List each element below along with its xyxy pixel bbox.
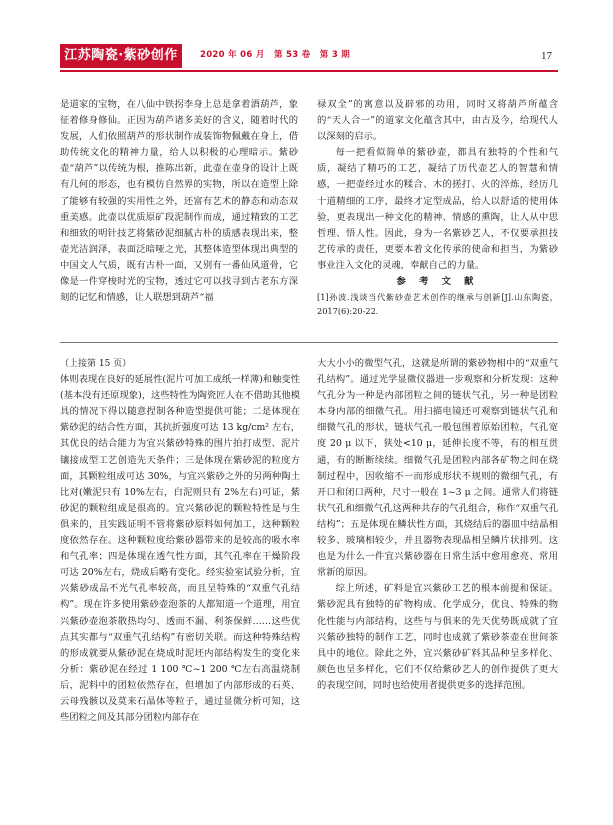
top-right-paragraph-1: 禄双全”的寓意以及辟邪的功用，同时又将葫芦所蕴含的“天人合一”的道家文化蕴含其中，由古及今，给现代人以深刻的启示。: [317, 99, 558, 143]
section-divider: [60, 342, 558, 343]
issue-info: [200, 48, 356, 60]
bottom-left-column: [60, 356, 300, 726]
issue-number: 第 3 期: [319, 50, 351, 60]
reference-item: [1]孙波.浅谈当代紫砂壶艺术创作的继承与创新[J].山东陶瓷，2017(6):20-22.: [317, 292, 558, 317]
issue-year: 2020 年 06 月: [200, 50, 265, 60]
bottom-left-paragraph: 体则表现在良好的延展性(泥片可加工成纸一样薄)和触变性(基本没有还原现象)，这些特性为陶瓷匠人在不借助其他模具的情况下得以随意捏制各种造型提供可能；二是体现在紫砂泥的结合性方面，其抗折强度可达 13 kg/cm² 左右，其优良的结合能力为宜兴紫砂特殊的围片拍打成型、泥片镶接成型工艺创造先天条件；三是体现在紫砂泥的粒度方面，其颗粒组成可达 30%，与宜兴紫砂之外的另两种陶土比对(嫩泥只有 10%左右，白泥则只有 2%左右)可证，紫砂泥的颗粒组成是很高的。宜兴紫砂泥的颗粒特性是与生俱来的，且实践证明不管将紫砂原料如何加工，这种颗粒度依然存在。这种颗粒度给紫砂器带来的是较高的吸水率和气孔率；四是体现在透气性方面，其气孔率在干燥阶段可达 20%左右，烧成后略有变化。经实验室试验分析，宜兴紫砂成品不光气孔率较高，而且呈特殊的“双重气孔结构”。现在许多使用紫砂壶泡茶的人都知道一个道理，用宜兴紫砂壶泡茶散热均匀、透而不漏、利茶保鲜……这些优点其实都与“双重气孔结构”有密切关联。而这种特殊结构的形成就要从紫砂泥在烧成时泥坯内部结构发生的变化来分析：紫砂泥在经过 1 100 ℃~1 200 ℃左右高温烧制后，泥料中的团粒依然存在，但增加了内部形成的石英、云母残骸以及莫来石晶体等粒子，通过显微分析可知，这些团粒之间及其部分团粒内部存在: [60, 374, 300, 724]
top-right-column: [317, 97, 558, 318]
top-left-column: [60, 97, 298, 306]
journal-brand: 江苏陶瓷·紫砂创作: [60, 44, 182, 68]
header-rule: [60, 70, 558, 72]
continued-note: （上接第 15 页）: [60, 359, 132, 369]
page-header: [60, 44, 558, 68]
bottom-right-column: [317, 356, 558, 694]
issue-volume: 第 53 卷: [273, 50, 311, 60]
top-left-paragraph: 是道家的宝物，在八仙中铁拐李身上总是拿着酒葫芦，象征着修身修仙。正因为葫芦诸多美好的含义，随着时代的发展，人们依照葫芦的形状制作成装饰物佩戴在身上，借助传统文化的精神力量，给人以积极的心理暗示。紫砂壶“葫芦”以传统为根，推陈出新，此壶在壶身的设计上既有几何的形态，也有模仿自然界的实物，所以在造型上除了能够有较强的实用性之外，还富有艺术的静态和动态双重美感。此壶以优质原矿段泥制作而成，通过精致的工艺和细致的明针技艺将紫砂泥细腻古朴的质感表现出来，整壶光洁润泽，表面泛暗哑之光，其整体造型体现出典型的中国文人气质，既有古朴一面，又别有一番仙风道骨，它像是一件穿梭时光的宝物，透过它可以找寻到古老东方深刻的记忆和情感，让人联想到葫芦“福: [60, 99, 298, 304]
bottom-right-paragraph-1: 大大小小的微型气孔，这就是所谓的紫砂物相中的“双重气孔结构”。通过光学显微仪器进一步观察和分析发现：这种气孔分为一种是内部团粒之间的链状气孔，另一种是团粒本身内部的细微气孔。用扫描电镜还可观察到链状气孔和细微气孔的形状，链状气孔一般包围着原始团粒，气孔宽度 20 μ 以下，狭处<10 μ，延伸长度不等，有的相互贯通，有的断断续续。细微气孔是团粒内部各矿物之间在烧制过程中，因收缩不一而形成形状不规则的微细气孔，有开口和闭口两种，尺寸一般在 1~3 μ 之间。通常人们将链状气孔和细微气孔这两种共存的气孔组合，称作“双重气孔结构”；五是体现在鳞状性方面，其烧结后的器皿中结晶相较多、玻璃相较少，并且器物表现晶相呈鳞片状排列。这也是为什么一件宜兴紫砂器在日常生活中愈用愈亮、常用常新的原因。: [317, 358, 558, 579]
page-number: 17: [541, 50, 552, 62]
top-right-paragraph-2: 每一把看似简单的紫砂壶，都具有独特的个性和气质，凝结了精巧的工艺，凝结了历代壶艺人的智慧和情感，一把壶经过水的糅合、木的搓打、火的淬炼，经历几十道精细的工序，最终才定型成品，给人以舒适的使用体验，更表现出一种文化的精神、情感的熏陶，让人从中思哲理、悟人性。因此，身为一名紫砂艺人，不仅要承担技艺传承的责任，更要本着文化传承的使命和担当，为紫砂事业注入文化的灵魂，奉献自己的力量。: [317, 147, 558, 271]
bottom-right-paragraph-2: 综上所述，矿料是宜兴紫砂工艺的根本前提和保证。紫砂泥具有独特的矿物构成、化学成分，优良、特殊的物化性能与内部结构，这些与与俱来的先天优势既成就了宜兴紫砂独特的制作工艺，同时也成就了紫砂茶壶在世间茶具中的地位。除此之外，宜兴紫砂矿料其品种呈多样化、颜色也呈多样化，它们不仅给紫砂艺人的创作提供了更大的表现空间，同时也给使用者提供更多的选择范围。: [317, 583, 558, 691]
references-heading: 参 考 文 献: [396, 276, 479, 288]
